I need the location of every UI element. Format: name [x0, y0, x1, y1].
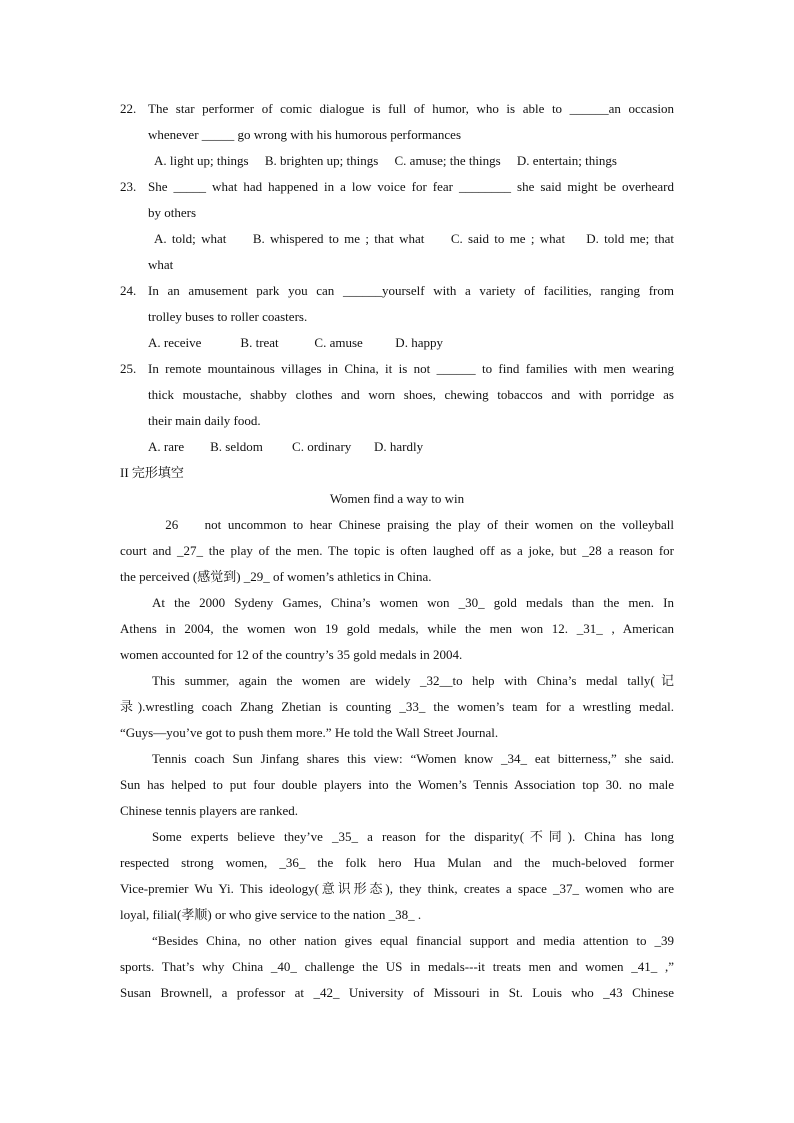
- question-text: She _____ what had happened in a low voice for fear ________ she said might be overheard: [148, 179, 674, 194]
- passage-line: “Guys—you’ve got to push them more.” He told the Wall Street Journal.: [120, 725, 499, 740]
- question-23-line-2: by others: [148, 205, 197, 220]
- passage-line: This summer, again the women are widely _32__to help with China’s medal tally(记: [152, 673, 674, 688]
- question-22-options: A. light up; things B. brighten up; things C. amuse; the things D. entertain; things: [154, 153, 617, 168]
- passage-line: Susan Brownell, a professor at _42_ University of Missouri in St. Louis who _43 Chinese: [120, 985, 674, 1000]
- question-25-options: A. rare B. seldom C. ordinary D. hardly: [148, 439, 424, 454]
- passage-line: respected strong women, _36_ the folk hero Hua Mulan and the much-beloved former: [120, 855, 674, 870]
- question-25-line-3: their main daily food.: [148, 413, 261, 428]
- passage-line: Athens in 2004, the women won 19 gold medals, while the men won 12. _31_ , American: [120, 621, 674, 636]
- question-number: 22.: [120, 101, 137, 116]
- question-number: 23.: [120, 179, 137, 194]
- question-number: 25.: [120, 361, 137, 376]
- question-24-line-1: [120, 278, 674, 304]
- section-title: II 完形填空: [120, 465, 184, 480]
- passage-line: 26 not uncommon to hear Chinese praising the play of their women on the volleyball: [152, 517, 674, 532]
- passage-line: loyal, filial(孝顺) or who give service to the nation _38_ .: [120, 907, 422, 922]
- passage-title: Women find a way to win: [329, 491, 465, 506]
- passage-line: Sun has helped to put four double players into the Women’s Tennis Association top 30. no male: [120, 777, 674, 792]
- question-text: The star performer of comic dialogue is full of humor, who is able to ______an occasion: [148, 101, 674, 116]
- document-page: [120, 96, 674, 1006]
- passage-line: court and _27_ the play of the men. The topic is often laughed off as a joke, but _28 a reason for: [120, 543, 674, 558]
- passage-line: Chinese tennis players are ranked.: [120, 803, 298, 818]
- question-24-line-2: trolley buses to roller coasters.: [148, 309, 308, 324]
- passage-line: “Besides China, no other nation gives equal financial support and media attention to _39: [152, 933, 674, 948]
- question-25-line-2: thick moustache, shabby clothes and worn shoes, chewing tobaccos and with porridge as: [148, 387, 674, 402]
- passage-line: Vice-premier Wu Yi. This ideology(意识形态), they think, creates a space _37_ women who are: [120, 881, 674, 896]
- question-25-line-1: [120, 356, 674, 382]
- passage-line: Some experts believe they’ve _35_ a reason for the disparity(不同). China has long: [152, 829, 674, 844]
- passage-line: sports. That’s why China _40_ challenge the US in medals---it treats men and women _41_ ,”: [120, 959, 674, 974]
- question-23-options-line-2: what: [148, 257, 174, 272]
- passage-line: women accounted for 12 of the country’s 35 gold medals in 2004.: [120, 647, 463, 662]
- passage-line: Tennis coach Sun Jinfang shares this view: “Women know _34_ eat bitterness,” she said.: [152, 751, 674, 766]
- passage-line: 录).wrestling coach Zhang Zhetian is counting _33_ the women’s team for a wrestling medal.: [120, 699, 674, 714]
- question-22-line-2: whenever _____ go wrong with his humorous performances: [148, 127, 462, 142]
- question-text: In an amusement park you can ______yourself with a variety of facilities, ranging from: [148, 283, 674, 298]
- question-23-line-1: [120, 174, 674, 200]
- question-number: 24.: [120, 283, 137, 298]
- passage-line: At the 2000 Sydeny Games, China’s women won _30_ gold medals than the men. In: [152, 595, 674, 610]
- question-23-options-line-1: A. told; what B. whispered to me ; that what C. said to me ; what D. told me; that: [154, 231, 674, 246]
- question-22-line-1: [120, 96, 674, 122]
- question-text: In remote mountainous villages in China, it is not ______ to find families with men wearing: [148, 361, 674, 376]
- passage-line: the perceived (感觉到) _29_ of women’s athletics in China.: [120, 569, 432, 584]
- question-24-options: A. receive B. treat C. amuse D. happy: [148, 335, 443, 350]
